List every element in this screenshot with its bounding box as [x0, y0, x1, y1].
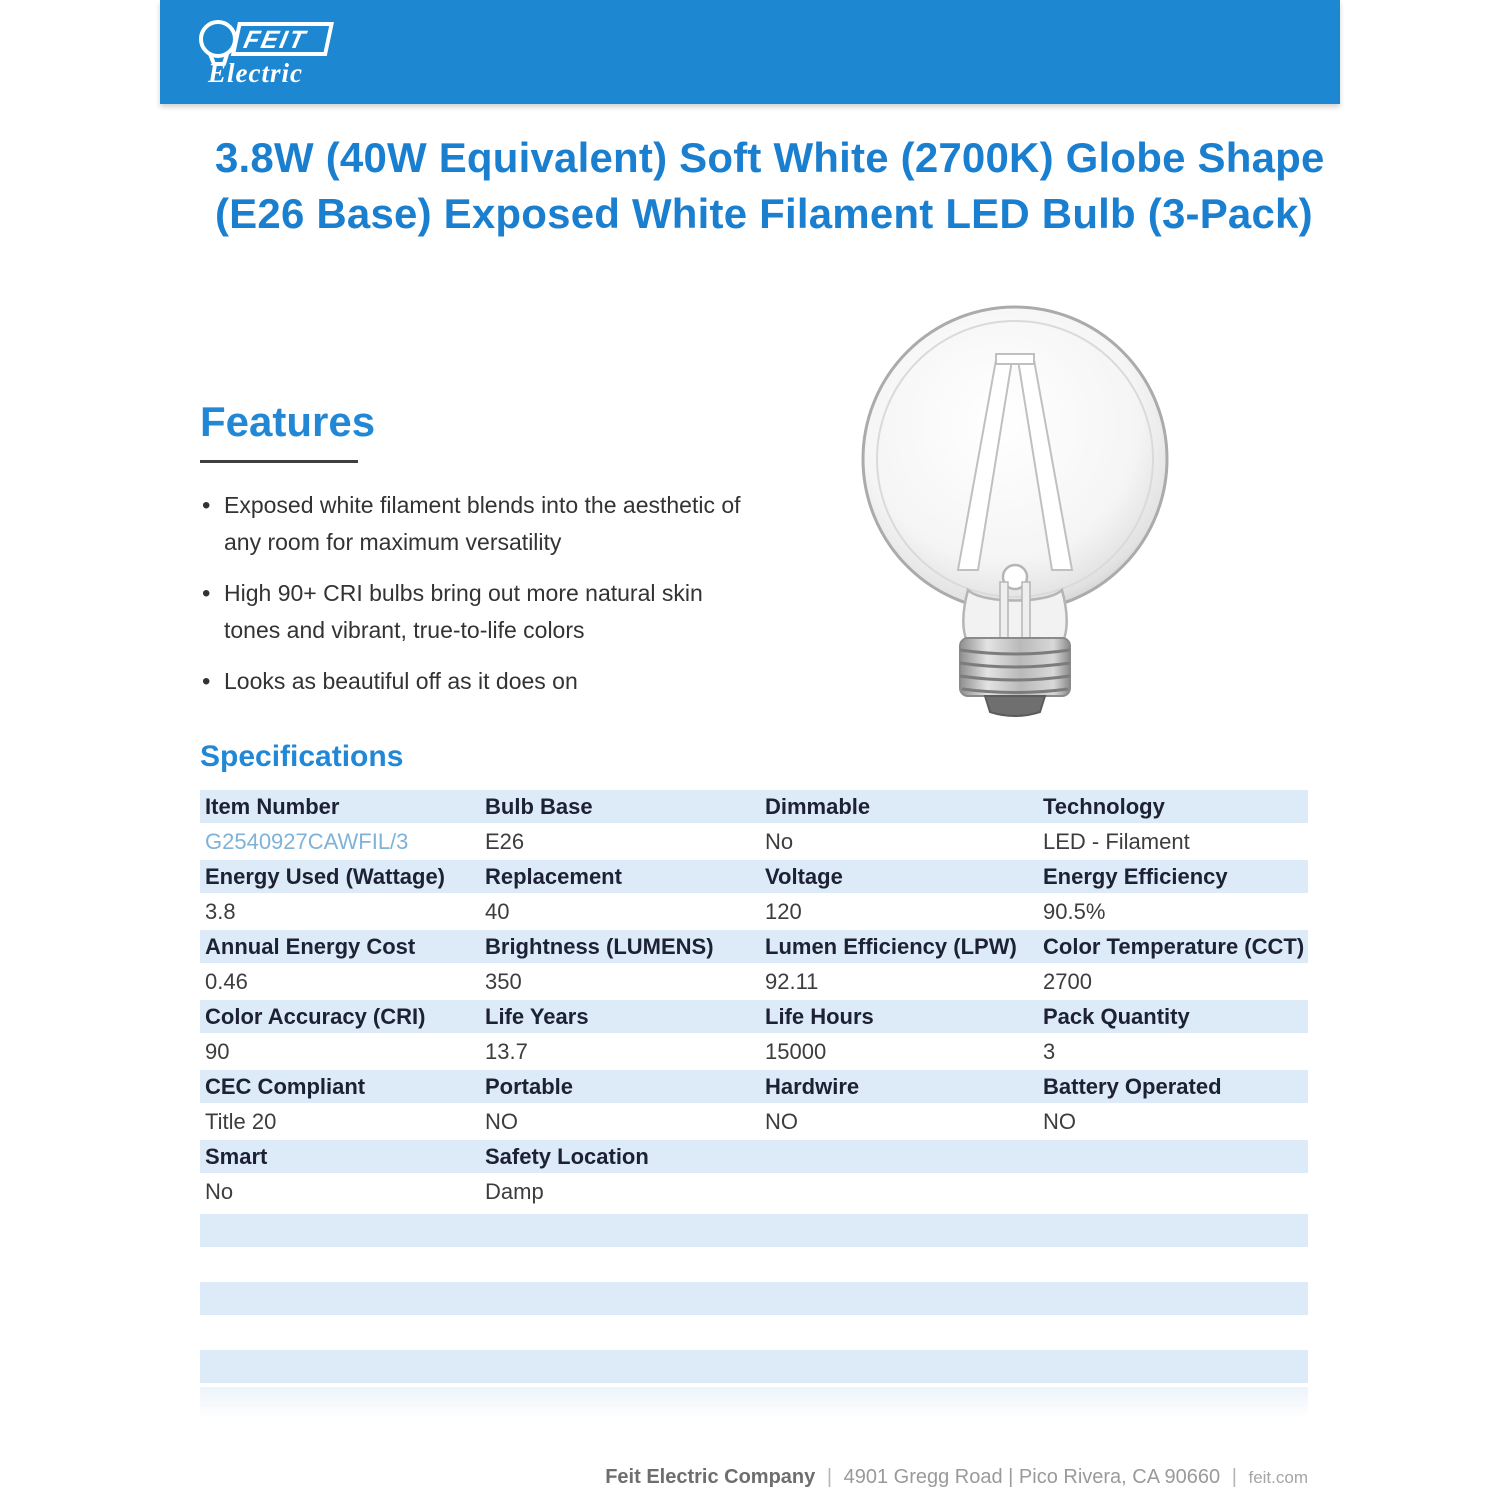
spec-label: Lumen Efficiency (LPW) — [765, 933, 1017, 959]
spec-label: Color Temperature (CCT) — [1043, 933, 1305, 959]
spec-label: Portable — [485, 1073, 574, 1099]
footer-website-link[interactable]: feit.com — [1248, 1468, 1308, 1487]
spec-value: 90 — [205, 1038, 230, 1064]
features-heading: Features — [200, 398, 376, 445]
spec-value: E26 — [485, 828, 525, 854]
features-underline — [200, 460, 358, 463]
spec-label: CEC Compliant — [205, 1073, 366, 1099]
spec-label: Dimmable — [765, 793, 871, 819]
footer-separator: | — [1231, 1466, 1237, 1488]
spec-label: Item Number — [205, 793, 340, 819]
product-title-line1: 3.8W (40W Equivalent) Soft White (2700K) Globe Shape — [215, 134, 1325, 181]
spec-value: 2700 — [1043, 968, 1092, 994]
product-image — [850, 282, 1270, 718]
spec-value-row — [200, 1033, 1308, 1070]
spec-label: Smart — [205, 1143, 268, 1169]
spec-label: Life Years — [485, 1003, 589, 1029]
spec-value: NO — [485, 1108, 518, 1134]
spec-label-row — [200, 930, 1308, 963]
spec-label: Technology — [1043, 793, 1165, 819]
spec-value: LED - Filament — [1043, 828, 1190, 854]
spec-value: 90.5% — [1043, 898, 1106, 924]
logo-electric-text: Electric — [208, 58, 303, 88]
led-globe-bulb-illustration — [850, 282, 1270, 718]
spec-value-item-number-link[interactable]: G2540927CAWFIL/3 — [205, 828, 409, 854]
spec-label: Hardwire — [765, 1073, 860, 1099]
feature-item: • Looks as beautiful off as it does on — [200, 663, 760, 700]
spec-value: 3.8 — [205, 898, 236, 924]
spec-label: Color Accuracy (CRI) — [205, 1003, 426, 1029]
spec-value-row — [200, 1173, 1308, 1210]
spec-label-row — [200, 790, 1308, 823]
feature-item: • High 90+ CRI bulbs bring out more natural skin tones and vibrant, true-to-life colors — [200, 575, 760, 649]
features-list — [200, 487, 760, 700]
product-title — [215, 130, 1335, 242]
spec-label: Brightness (LUMENS) — [485, 933, 714, 959]
spec-value: 15000 — [765, 1038, 827, 1064]
spec-value: 40 — [485, 898, 510, 924]
spec-label-row — [200, 860, 1308, 893]
spec-value: Title 20 — [205, 1108, 277, 1134]
spec-value-row — [200, 963, 1308, 1000]
spec-value: 120 — [765, 898, 802, 924]
empty-table-stripe — [200, 1387, 1308, 1419]
spec-value: NO — [765, 1108, 798, 1134]
spec-value: 13.7 — [485, 1038, 528, 1064]
footer-separator: | — [826, 1466, 833, 1488]
logo-feit-text: FEIT — [241, 26, 310, 54]
spec-label: Annual Energy Cost — [205, 933, 416, 959]
spec-value: No — [205, 1178, 234, 1204]
spec-value: 350 — [485, 968, 522, 994]
empty-table-stripe — [200, 1282, 1308, 1315]
feature-item: • Exposed white filament blends into the aesthetic of any room for maximum versatility — [200, 487, 760, 561]
spec-value-row — [200, 823, 1308, 860]
footer — [605, 1466, 1308, 1489]
brand-header-bar — [160, 0, 1340, 104]
spec-label: Safety Location — [485, 1143, 649, 1169]
specifications-section — [200, 740, 1308, 1419]
spec-value: No — [765, 828, 794, 854]
spec-value-row — [200, 893, 1308, 930]
spec-label-row — [200, 1140, 1308, 1173]
specifications-table — [200, 790, 1308, 1210]
spec-value: NO — [1043, 1108, 1076, 1134]
spec-value-row — [200, 1103, 1308, 1140]
footer-company: Feit Electric Company — [605, 1466, 816, 1488]
spec-value: 3 — [1043, 1038, 1056, 1064]
spec-label: Pack Quantity — [1043, 1003, 1190, 1029]
spec-label: Energy Used (Wattage) — [205, 863, 446, 889]
product-title-line2: (E26 Base) Exposed White Filament LED Bulb (3-Pack) — [215, 190, 1313, 237]
empty-table-stripe — [200, 1350, 1308, 1383]
specifications-heading: Specifications — [200, 740, 404, 773]
spec-value: 0.46 — [205, 968, 248, 994]
spec-label: Voltage — [765, 863, 843, 889]
spec-label: Battery Operated — [1043, 1073, 1222, 1099]
spec-label-row — [200, 1000, 1308, 1033]
features-section — [200, 398, 760, 714]
spec-value: 92.11 — [765, 968, 819, 994]
spec-value: Damp — [485, 1178, 544, 1204]
spec-label: Replacement — [485, 863, 622, 889]
spec-label-row — [200, 1070, 1308, 1103]
footer-address: 4901 Gregg Road | Pico Rivera, CA 90660 — [843, 1466, 1221, 1488]
spec-label: Bulb Base — [485, 793, 593, 819]
empty-table-stripe — [200, 1214, 1308, 1247]
feit-electric-logo-icon — [190, 12, 360, 92]
spec-label: Life Hours — [765, 1003, 874, 1029]
spec-label: Energy Efficiency — [1043, 863, 1228, 889]
